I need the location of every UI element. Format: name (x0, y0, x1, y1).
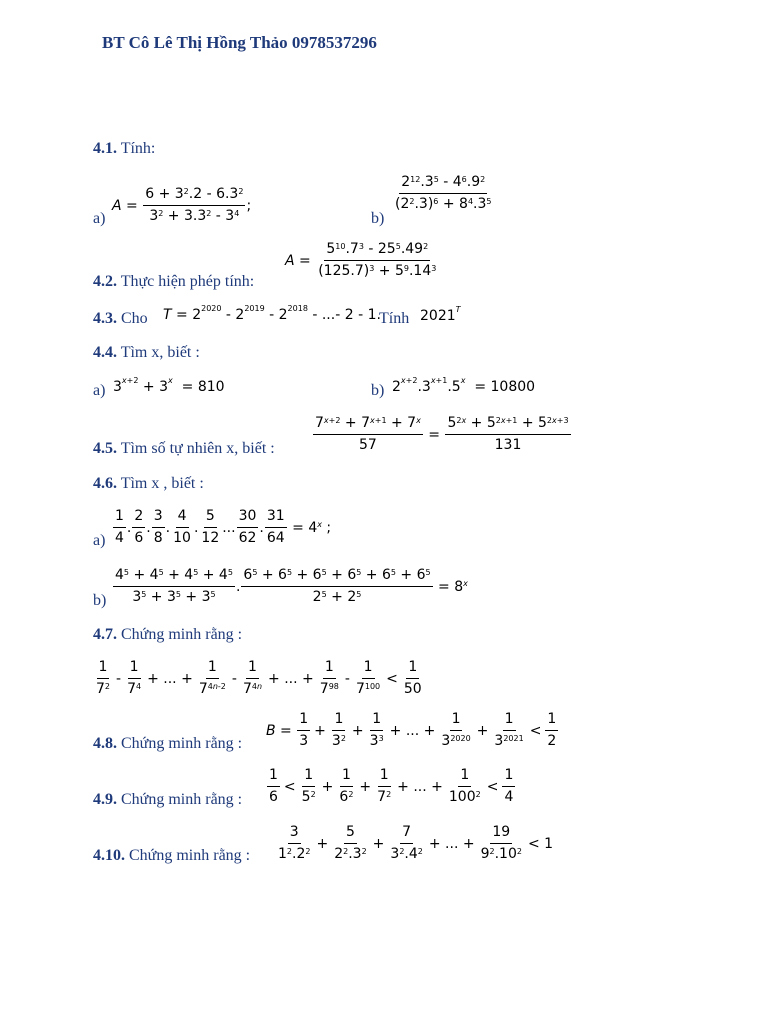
problem-text: Tìm x, biết : (117, 344, 200, 361)
problem-4-4-heading (93, 344, 200, 362)
problem-text: Tính: (117, 140, 156, 157)
formula-4-3-b: $2021^T$ (420, 305, 461, 324)
formula-4-10: $\frac{3}{1^2.2^2}$ + $\frac{5}{2^2.3^2}$ + $\frac{7}{3^2.4^2}$ + ... + $\frac{19}{9^2.10^2}$ < 1 (278, 824, 554, 862)
formula-4-2: A = $\frac{5^{10}.7^3 - 25^5.49^2}{(125.7)^3 + 5^9.14^3}$ (285, 241, 437, 279)
problem-number: 4.2. (93, 273, 117, 290)
problem-text: Tìm số tự nhiên x, biết : (117, 440, 275, 457)
problem-text: Tìm x , biết : (117, 475, 204, 492)
formula-4-9: $\frac{1}{6}$ < $\frac{1}{5^2}$ + $\frac{1}{6^2}$ + $\frac{1}{7^2}$ + ... + $\frac{1}{100^2}$ < $\frac{1}{4}$ (269, 767, 514, 805)
problem-text: Chứng minh rằng : (125, 847, 251, 864)
part-b-label: b) (93, 592, 107, 609)
problem-4-6-heading (93, 475, 204, 493)
formula-4-6-a: $\frac{1}{4}$ . $\frac{2}{6}$ . $\frac{3}{8}$ . $\frac{4}{10}$ . $\frac{5}{12}$ ... $\frac{30}{62}$ . $\frac{31}{64}$ = 4 $^x$ ; (115, 508, 332, 546)
part-b-label: b) (371, 382, 385, 399)
problem-number: 4.8. (93, 735, 117, 752)
problem-number: 4.7. (93, 626, 117, 643)
part-a-label: a) (93, 532, 106, 549)
problem-number: 4.10. (93, 847, 125, 864)
formula-4-4-a: $3^{x+2} + 3^x = 810$ (113, 376, 225, 395)
problem-4-10-heading (93, 847, 250, 865)
problem-4-8-heading (93, 735, 242, 753)
formula-4-4-b: $2^{x+2}.3^{x+1}.5^x = 10800$ (392, 376, 536, 395)
formula-4-7: $\frac{1}{7^2}$ - $\frac{1}{7^4}$ + ... + $\frac{1}{7^{4n-2}}$ - $\frac{1}{7^{4n}}$ + ... + $\frac{1}{7^{98}}$ - $\frac{1}{7^{100}}$ < $\frac{1}{50}$ (96, 659, 422, 697)
problem-4-3-heading (93, 310, 148, 328)
problem-4-3-text2: Tính (379, 310, 410, 327)
problem-number: 4.4. (93, 344, 117, 361)
problem-text: Chứng minh rằng : (117, 791, 243, 808)
problem-number: 4.9. (93, 791, 117, 808)
problem-text: Cho (117, 310, 148, 327)
formula-4-1-b: $\frac{2^{12}.3^5 - 4^6.9^2}{(2^2.3)^6 + 8^4.3^5}$ (395, 174, 492, 212)
formula-4-6-b: $\frac{4^5 + 4^5 + 4^5 + 4^5}{3^5 + 3^5 + 3^5}$ . $\frac{6^5 + 6^5 + 6^5 + 6^5 + 6^5 + 6^5}{2^5 + 2^5}$ = 8 $^x$ (115, 567, 468, 605)
problem-4-7-heading (93, 626, 242, 644)
problem-number: 4.1. (93, 140, 117, 157)
part-a-label: a) (93, 210, 106, 227)
formula-4-8: B = $\frac{1}{3}$ + $\frac{1}{3^2}$ + $\frac{1}{3^3}$ + ... + $\frac{1}{3^{2020}}$ + $\frac{1}{3^{2021}}$ < $\frac{1}{2}$ (266, 711, 557, 749)
problem-text: Thực hiện phép tính: (117, 273, 255, 290)
formula-4-5: $\frac{7^{x+2} + 7^{x+1} + 7^x}{57}$ = $\frac{5^{2x} + 5^{2x+1} + 5^{2x+3}}{131}$ (315, 415, 569, 453)
part-b-label: b) (371, 210, 385, 227)
formula-4-3: $T = 2^{2020} - 2^{2019} - 2^{2018}$ - ...- 2 - 1. (163, 304, 381, 323)
formula-4-1-a: A = $\frac{6 + 3^2.2 - 6.3^2}{3^2 + 3.3^2 - 3^4}$ ; (112, 186, 252, 224)
problem-4-9-heading (93, 791, 242, 809)
problem-number: 4.5. (93, 440, 117, 457)
problem-text: Chứng minh rằng : (117, 735, 243, 752)
problem-number: 4.6. (93, 475, 117, 492)
problem-4-1-heading (93, 140, 155, 158)
problem-text: Chứng minh rằng : (117, 626, 243, 643)
problem-4-2-heading (93, 273, 254, 291)
header-title: BT Cô Lê Thị Hồng Thảo 0978537296 (102, 33, 377, 52)
part-a-label: a) (93, 382, 106, 399)
problem-number: 4.3. (93, 310, 117, 327)
problem-4-5-heading (93, 440, 275, 458)
